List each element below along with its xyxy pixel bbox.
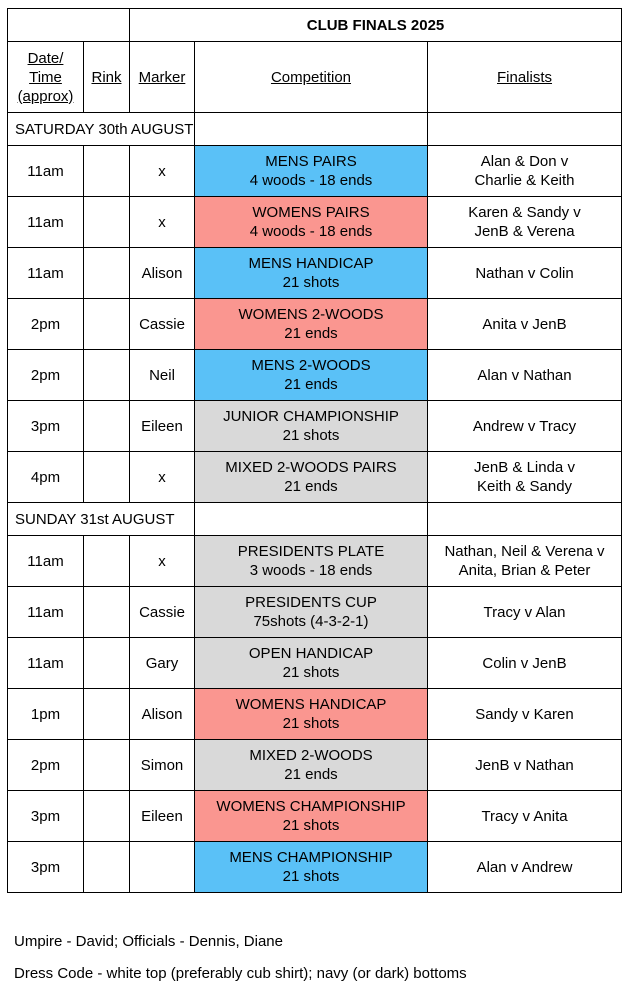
competition-line: WOMENS PAIRS xyxy=(252,204,370,221)
match-marker: Alison xyxy=(130,248,195,299)
match-time: 2pm xyxy=(8,299,84,350)
finalists-line: Colin v JenB xyxy=(482,654,567,672)
competition-line: MIXED 2-WOODS PAIRS xyxy=(225,459,397,476)
day-blank-cell xyxy=(428,113,622,146)
match-marker: x xyxy=(130,536,195,587)
match-finalists xyxy=(428,842,622,893)
match-row xyxy=(8,350,622,401)
match-marker: Eileen xyxy=(130,401,195,452)
match-competition xyxy=(195,197,428,248)
finalists-line: Keith & Sandy xyxy=(476,478,573,495)
header-rink: Rink xyxy=(84,42,130,113)
competition-line: 21 ends xyxy=(284,766,338,783)
finals-schedule-table xyxy=(7,8,622,893)
match-marker xyxy=(130,842,195,893)
competition-line: PRESIDENTS PLATE xyxy=(237,543,385,560)
officials-note: Umpire - David; Officials - Dennis, Diane xyxy=(14,933,283,950)
competition-line: 4 woods - 18 ends xyxy=(249,172,373,189)
match-row xyxy=(8,401,622,452)
day-blank-cell xyxy=(195,113,428,146)
competition-line: 4 woods - 18 ends xyxy=(249,223,373,240)
match-competition xyxy=(195,740,428,791)
competition-line: MENS 2-WOODS xyxy=(251,357,371,374)
finalists-line: Charlie & Keith xyxy=(474,172,575,189)
match-competition xyxy=(195,689,428,740)
day-blank-cell xyxy=(195,503,428,536)
competition-line: WOMENS HANDICAP xyxy=(235,696,387,713)
match-finalists xyxy=(428,536,622,587)
match-finalists xyxy=(428,791,622,842)
competition-line: 21 ends xyxy=(284,478,338,495)
day-header-row xyxy=(8,503,622,536)
finalists-line: JenB & Linda v xyxy=(474,459,575,476)
match-competition xyxy=(195,842,428,893)
match-marker: Alison xyxy=(130,689,195,740)
match-row xyxy=(8,689,622,740)
match-time: 11am xyxy=(8,536,84,587)
match-row xyxy=(8,587,622,638)
match-time: 11am xyxy=(8,587,84,638)
match-rink xyxy=(84,689,130,740)
competition-line: JUNIOR CHAMPIONSHIP xyxy=(223,408,399,425)
match-rink xyxy=(84,197,130,248)
match-finalists xyxy=(428,248,622,299)
match-finalists xyxy=(428,638,622,689)
match-marker: Gary xyxy=(130,638,195,689)
match-finalists xyxy=(428,587,622,638)
header-date-time-line: Date/ xyxy=(27,49,64,67)
match-row xyxy=(8,536,622,587)
competition-line: OPEN HANDICAP xyxy=(248,645,374,662)
match-finalists xyxy=(428,197,622,248)
match-row xyxy=(8,842,622,893)
match-marker: x xyxy=(130,452,195,503)
match-rink xyxy=(84,452,130,503)
match-marker: x xyxy=(130,197,195,248)
finalists-line: Alan v Nathan xyxy=(477,366,572,384)
match-row xyxy=(8,197,622,248)
match-marker: x xyxy=(130,146,195,197)
finalists-line: JenB & Verena xyxy=(474,223,575,240)
match-time: 2pm xyxy=(8,740,84,791)
finalists-line: JenB v Nathan xyxy=(475,756,574,774)
competition-line: MIXED 2-WOODS xyxy=(249,747,373,764)
competition-line: MENS CHAMPIONSHIP xyxy=(229,849,393,866)
header-marker: Marker xyxy=(130,42,195,113)
finalists-line: Alan v Andrew xyxy=(476,858,573,876)
match-rink xyxy=(84,842,130,893)
competition-line: WOMENS 2-WOODS xyxy=(238,306,384,323)
title-row xyxy=(8,9,622,42)
match-finalists xyxy=(428,740,622,791)
header-row xyxy=(8,42,622,113)
finalists-line: Nathan, Neil & Verena v xyxy=(444,543,605,560)
competition-line: 21 ends xyxy=(284,376,338,393)
match-row xyxy=(8,740,622,791)
day-blank-cell xyxy=(428,503,622,536)
finalists-line: Tracy v Alan xyxy=(483,603,566,621)
finalists-line: Nathan v Colin xyxy=(475,264,574,282)
finalists-line: Anita v JenB xyxy=(482,315,567,333)
title-blank-cell xyxy=(8,9,130,42)
day-label: SUNDAY 31st AUGUST xyxy=(8,503,195,536)
match-time: 3pm xyxy=(8,842,84,893)
header-date-time xyxy=(8,42,84,113)
match-competition xyxy=(195,791,428,842)
competition-line: 21 shots xyxy=(282,817,340,834)
match-rink xyxy=(84,638,130,689)
finalists-line: Karen & Sandy v xyxy=(468,204,581,221)
match-row xyxy=(8,248,622,299)
finalists-line: Tracy v Anita xyxy=(481,807,568,825)
competition-line: PRESIDENTS CUP xyxy=(245,594,377,611)
match-finalists xyxy=(428,689,622,740)
match-time: 11am xyxy=(8,146,84,197)
match-competition xyxy=(195,350,428,401)
match-time: 1pm xyxy=(8,689,84,740)
header-date-time-line: (approx) xyxy=(17,87,74,105)
match-time: 2pm xyxy=(8,350,84,401)
match-rink xyxy=(84,248,130,299)
finalists-line: Andrew v Tracy xyxy=(472,417,577,435)
match-rink xyxy=(84,536,130,587)
match-competition xyxy=(195,452,428,503)
day-header-row xyxy=(8,113,622,146)
match-marker: Neil xyxy=(130,350,195,401)
match-marker: Cassie xyxy=(130,299,195,350)
competition-line: 21 shots xyxy=(282,715,340,732)
match-rink xyxy=(84,587,130,638)
dress-code-note: Dress Code - white top (preferably cub shirt); navy (or dark) bottoms xyxy=(14,965,467,982)
match-row xyxy=(8,638,622,689)
header-competition: Competition xyxy=(195,42,428,113)
match-finalists xyxy=(428,452,622,503)
competition-line: 21 ends xyxy=(284,325,338,342)
competition-line: 21 shots xyxy=(282,274,340,291)
competition-line: MENS HANDICAP xyxy=(248,255,374,272)
match-marker: Cassie xyxy=(130,587,195,638)
finalists-line: Alan & Don v xyxy=(480,153,569,170)
competition-line: 21 shots xyxy=(282,664,340,681)
match-competition xyxy=(195,146,428,197)
match-rink xyxy=(84,401,130,452)
match-row xyxy=(8,452,622,503)
match-competition xyxy=(195,401,428,452)
finalists-line: Anita, Brian & Peter xyxy=(458,562,591,579)
match-competition xyxy=(195,587,428,638)
competition-line: 75shots (4-3-2-1) xyxy=(253,613,369,630)
day-label: SATURDAY 30th AUGUST xyxy=(8,113,195,146)
table-title: CLUB FINALS 2025 xyxy=(130,9,622,42)
match-time: 11am xyxy=(8,248,84,299)
competition-line: MENS PAIRS xyxy=(265,153,357,170)
match-marker: Eileen xyxy=(130,791,195,842)
match-finalists xyxy=(428,146,622,197)
match-row xyxy=(8,146,622,197)
match-rink xyxy=(84,350,130,401)
match-competition xyxy=(195,638,428,689)
header-finalists: Finalists xyxy=(428,42,622,113)
match-finalists xyxy=(428,299,622,350)
match-row xyxy=(8,299,622,350)
match-time: 4pm xyxy=(8,452,84,503)
match-competition xyxy=(195,248,428,299)
match-rink xyxy=(84,299,130,350)
match-rink xyxy=(84,146,130,197)
match-competition xyxy=(195,536,428,587)
competition-line: 3 woods - 18 ends xyxy=(249,562,373,579)
match-competition xyxy=(195,299,428,350)
match-rink xyxy=(84,791,130,842)
competition-line: 21 shots xyxy=(282,868,340,885)
competition-line: WOMENS CHAMPIONSHIP xyxy=(216,798,406,815)
match-row xyxy=(8,791,622,842)
header-date-time-line: Time xyxy=(29,68,62,86)
match-time: 11am xyxy=(8,638,84,689)
match-time: 11am xyxy=(8,197,84,248)
match-rink xyxy=(84,740,130,791)
competition-line: 21 shots xyxy=(282,427,340,444)
match-time: 3pm xyxy=(8,791,84,842)
finalists-line: Sandy v Karen xyxy=(475,705,574,723)
match-marker: Simon xyxy=(130,740,195,791)
match-time: 3pm xyxy=(8,401,84,452)
match-finalists xyxy=(428,401,622,452)
match-finalists xyxy=(428,350,622,401)
